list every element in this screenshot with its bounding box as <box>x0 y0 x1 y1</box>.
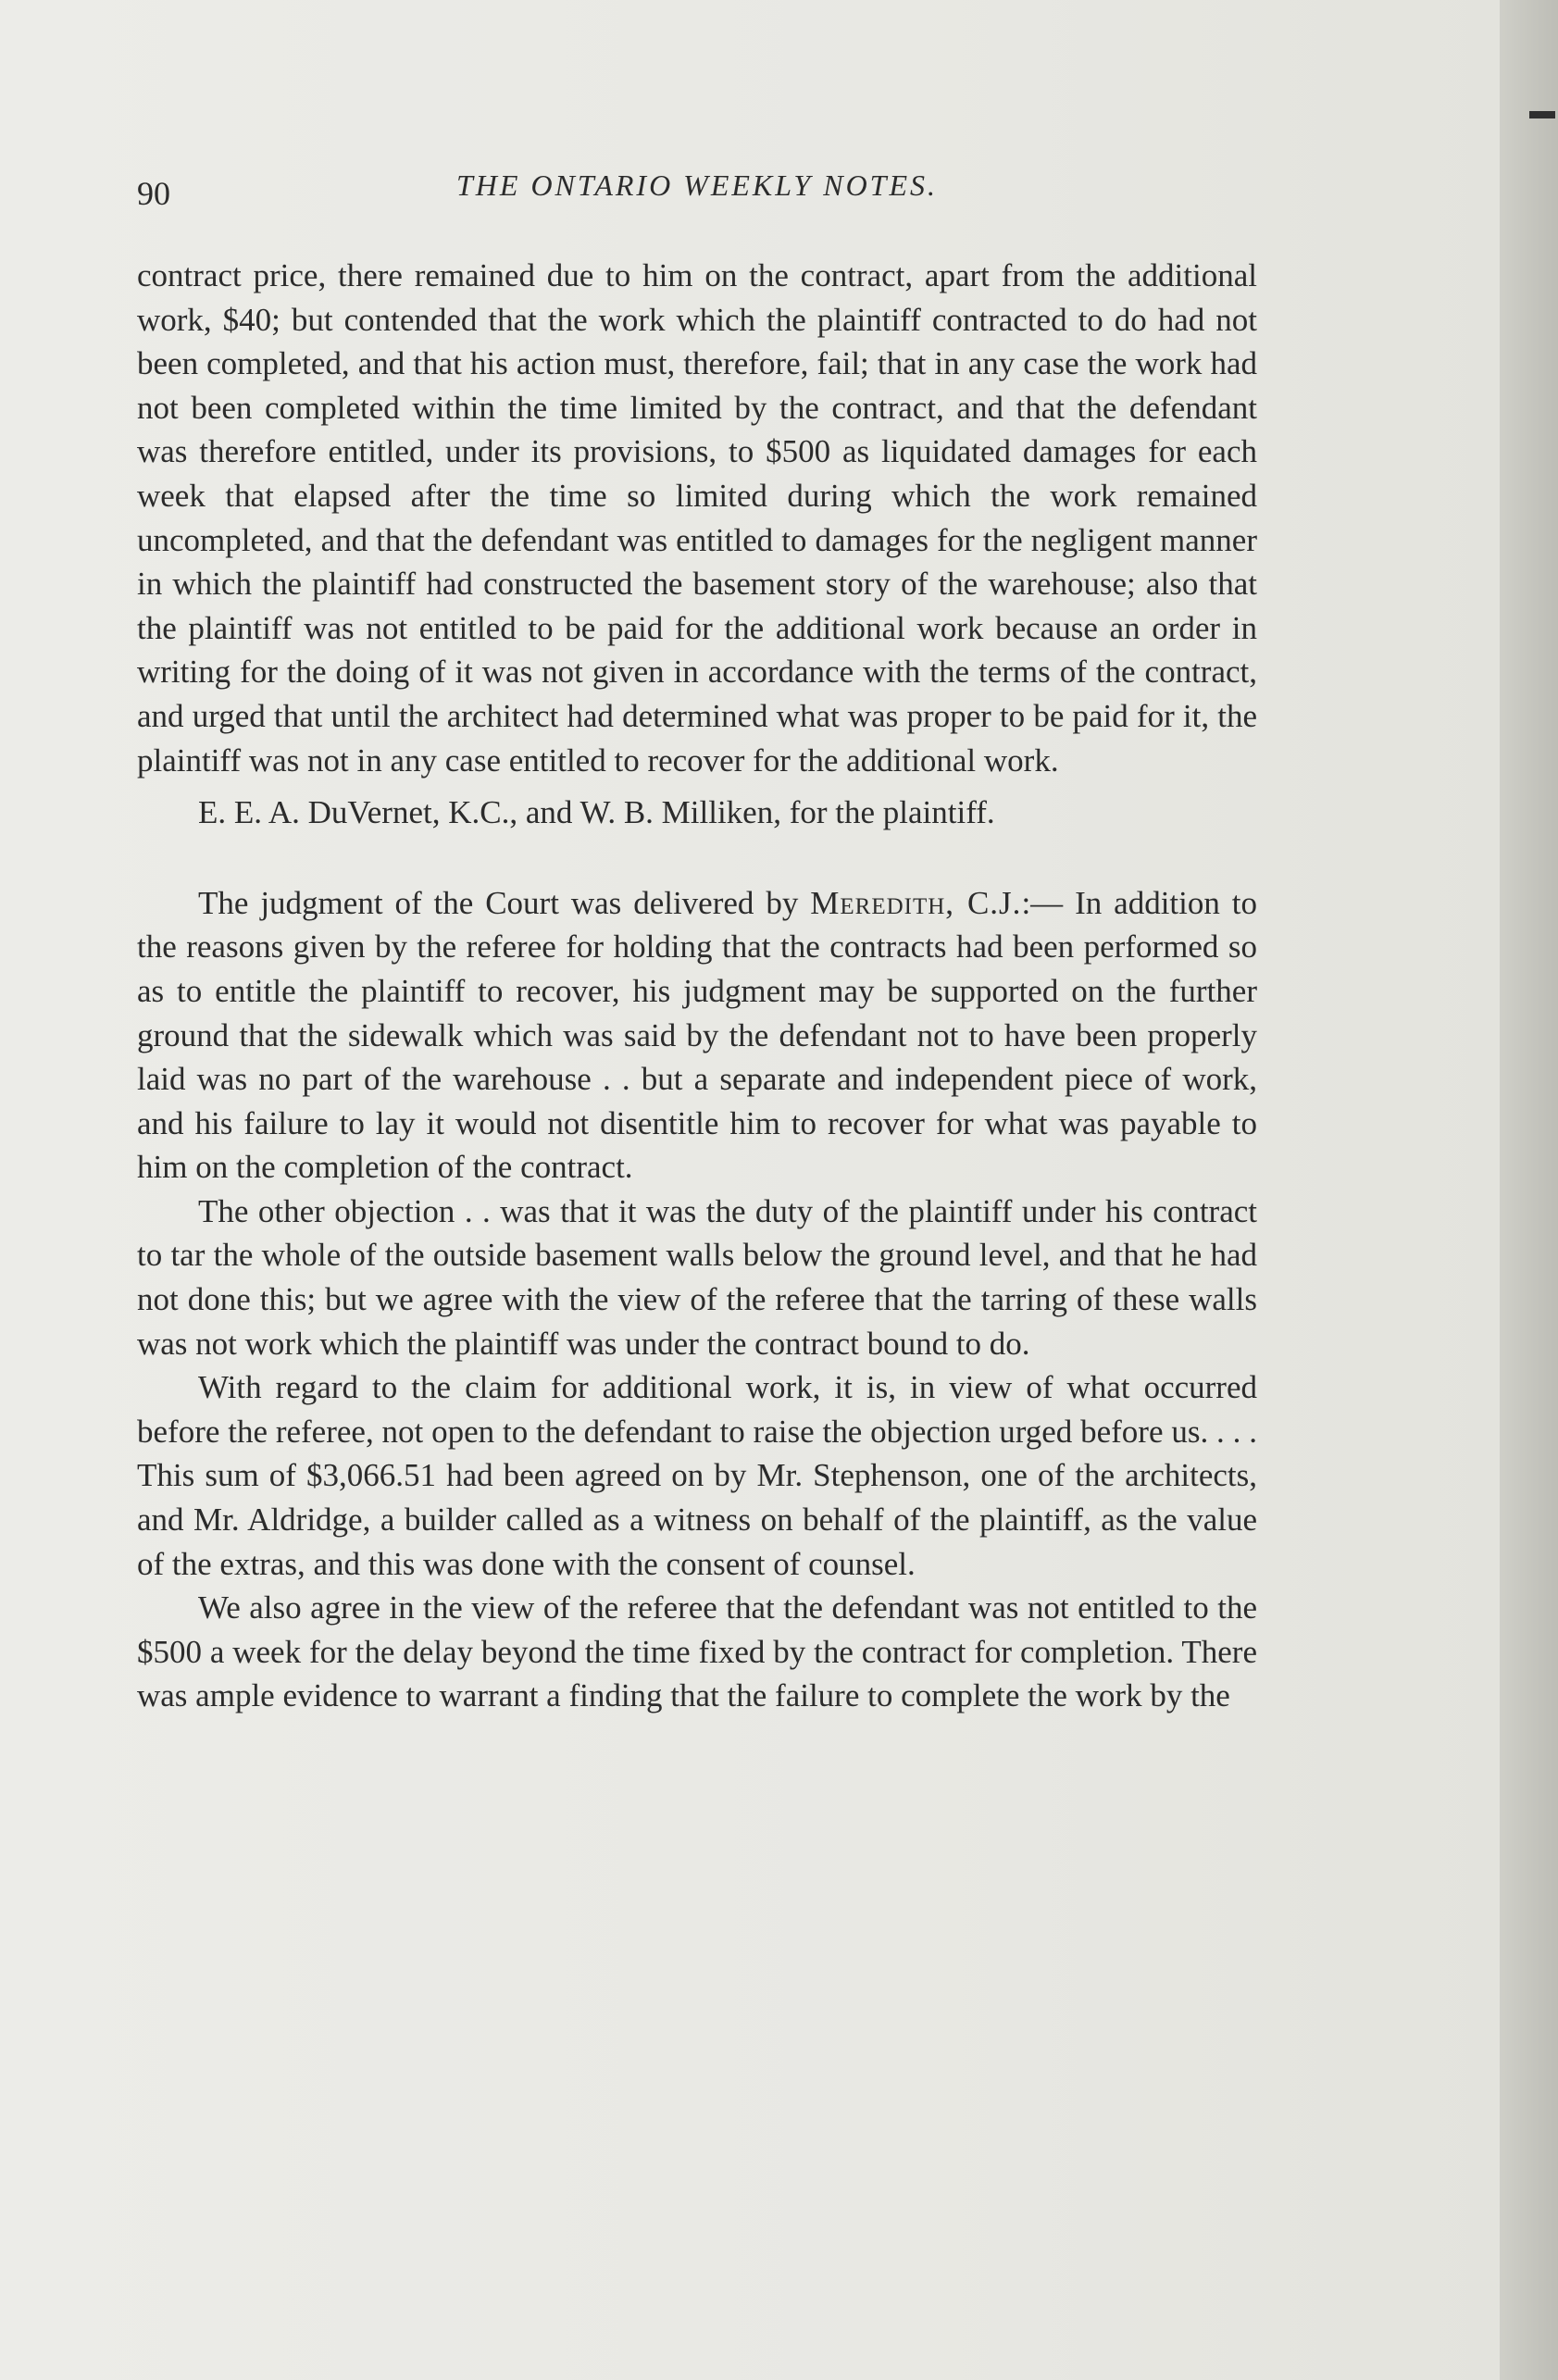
judge-name: Meredith, C.J. <box>810 884 1022 921</box>
page-edge-mark <box>1529 111 1555 118</box>
judgment-paragraph <box>137 881 1257 1190</box>
judgment-body: :— In addition to the reasons given by the referee for holding that the contracts had been performed so as to entitle the plaintiff to recover, his judgment may be supported on the further ground that the sidewalk which was said by the defendant not to have been properly laid was no part of the warehouse . . but a separate and independent piece of work, and his failure to lay it would not disentitle him to recover for what was payable to him on the completion of the contract. <box>137 884 1258 1186</box>
page-edge <box>1500 0 1558 2380</box>
judgment-intro: The judgment of the Court was delivered by <box>198 884 811 921</box>
paragraph-additional-work: With regard to the claim for additional work, it is, in view of what occurred before the referee, not open to the defendant to raise the objection urged before us. . . . This sum of $3,066.51 had been agreed on by Mr. Stephenson, one of the architects, and Mr. Aldridge, a builder called as a witness on behalf of the plaintiff, as the value of the extras, and this was done with the consent of counsel. <box>137 1369 1257 1582</box>
page-number: 90 <box>137 175 170 212</box>
section-gap <box>137 835 1257 881</box>
running-head: THE ONTARIO WEEKLY NOTES. <box>455 168 939 202</box>
paragraph-other-objection: The other objection . . was that it was the duty of the plaintiff under his contract to tar the whole of the outside basement walls below the ground level, and that he had not done this; but we agree with the view of the referee that the tarring of these walls was not work which the plaintiff was under the contract bound to do. <box>137 1192 1257 1362</box>
body-text <box>137 254 1257 1718</box>
paragraph-delay: We also agree in the view of the referee that the defendant was not entitled to the $500 a week for the delay beyond the time fixed by the contract for completion. There was ample evidence to warrant a finding that the failure to complete the work by the <box>137 1589 1257 1714</box>
counsel-line: E. E. A. DuVernet, K.C., and W. B. Milliken, for the plaintiff. <box>198 794 995 831</box>
paragraph-continuation: contract price, there remained due to him on the contract, apart from the additional work, $40; but contended that the work which the plaintiff contracted to do had not been completed, and that his action must, therefore, fail; that in any case the work had not been completed within the time limited by the contract, and that the defendant was therefore entitled, under its provisions, to $500 as liquidated damages for each week that elapsed after the time so limited during which the work remained uncompleted, and that the defendant was entitled to damages for the negligent manner in which the plaintiff had constructed the basement story of the warehouse; also that the plaintiff was not entitled to be paid for the additional work because an order in writing for the doing of it was not given in accordance with the terms of the contract, and urged that until the architect had determined what was proper to be paid for it, the plaintiff was not in any case entitled to recover for the additional work. <box>137 257 1257 779</box>
page-header <box>137 168 1257 215</box>
